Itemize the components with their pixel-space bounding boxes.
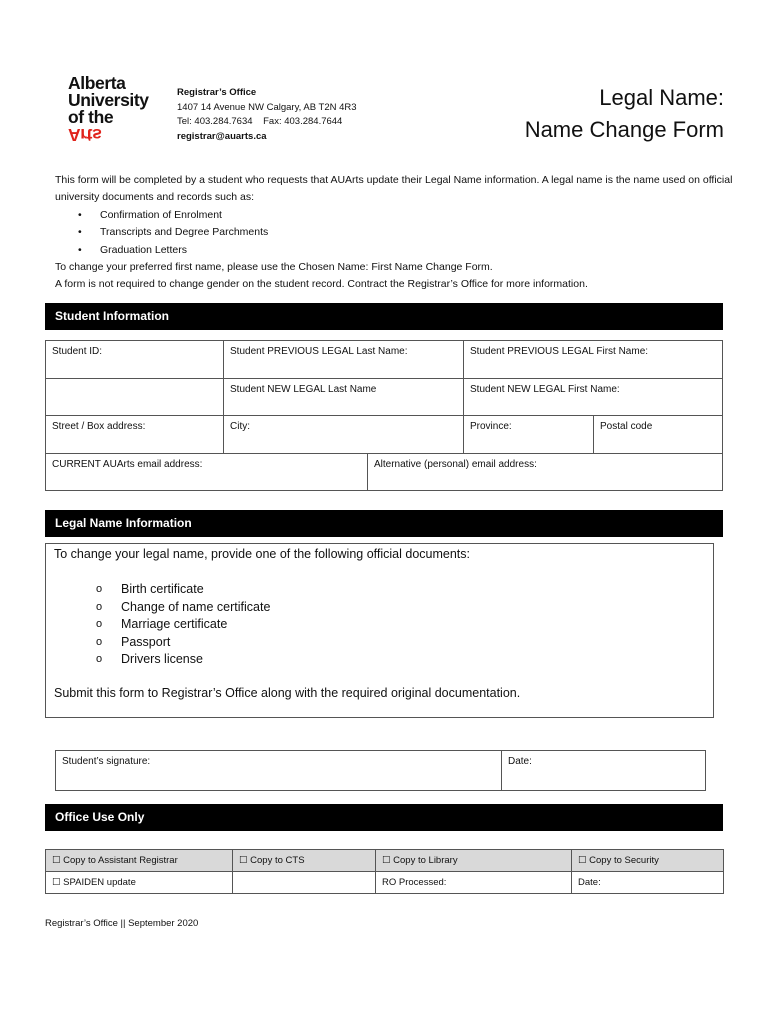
street-address-field[interactable]: Street / Box address:	[46, 416, 224, 454]
student-signature-field[interactable]: Student’s signature:	[56, 751, 502, 791]
alternative-email-field[interactable]: Alternative (personal) email address:	[368, 454, 723, 491]
student-info-table	[45, 340, 723, 454]
documents-list	[96, 581, 270, 669]
submit-instructions: Submit this form to Registrar’s Office along with the required original documentation.	[54, 686, 521, 700]
office-date-field[interactable]: Date:	[572, 872, 724, 894]
spaiden-update-checkbox[interactable]: ☐ SPAIDEN update	[46, 872, 233, 894]
logo-line-1: Alberta	[68, 73, 126, 93]
footer: Registrar’s Office || September 2020	[45, 918, 199, 929]
office-address: 1407 14 Avenue NW Calgary, AB T2N 4R3	[177, 101, 357, 113]
previous-first-name-field[interactable]: Student PREVIOUS LEGAL First Name:	[464, 341, 723, 379]
signature-date-field[interactable]: Date:	[502, 751, 706, 791]
list-item: o Drivers license	[96, 651, 270, 669]
postal-code-field[interactable]: Postal code	[594, 416, 723, 454]
copy-library-checkbox[interactable]: ☐ Copy to Library	[376, 850, 572, 872]
copy-security-checkbox[interactable]: ☐ Copy to Security	[572, 850, 724, 872]
office-use-table	[45, 849, 724, 894]
copy-assistant-registrar-checkbox[interactable]: ☐ Copy to Assistant Registrar	[46, 850, 233, 872]
student-id-field[interactable]: Student ID:	[46, 341, 224, 379]
previous-last-name-field[interactable]: Student PREVIOUS LEGAL Last Name:	[224, 341, 464, 379]
intro-bullet-list	[55, 207, 735, 259]
legal-name-heading: Legal Name Information	[45, 510, 723, 537]
list-item: o Birth certificate	[96, 581, 270, 599]
signature-table	[55, 750, 706, 791]
legal-name-lead: To change your legal name, provide one of the following official documents:	[54, 547, 470, 561]
list-item: • Confirmation of Enrolment	[100, 207, 735, 224]
logo-line-4: Arts	[68, 125, 102, 145]
logo-line-3: of the	[68, 107, 114, 127]
office-name: Registrar’s Office	[177, 87, 257, 98]
province-field[interactable]: Province:	[464, 416, 594, 454]
empty-cell	[46, 379, 224, 416]
intro-note-gender: A form is not required to change gender on the student record. Contract the Registrar’s Office for more information.	[55, 278, 588, 291]
copy-cts-checkbox[interactable]: ☐ Copy to CTS	[233, 850, 376, 872]
student-info-heading: Student Information	[45, 303, 723, 330]
list-item: • Graduation Letters	[100, 242, 735, 259]
intro-note-chosen-name: To change your preferred first name, please use the Chosen Name: First Name Change Form.	[55, 261, 493, 274]
office-fax: Fax: 403.284.7644	[263, 116, 343, 127]
form-title-line-2: Name Change Form	[524, 117, 724, 142]
empty-cell	[233, 872, 376, 894]
office-email[interactable]: registrar@auarts.ca	[177, 130, 267, 142]
intro-paragraph: This form will be completed by a student who requests that AUArts update their Legal Name information. A legal name is the name used on official university documents and records such as:	[55, 174, 733, 204]
form-title	[525, 82, 724, 146]
new-first-name-field[interactable]: Student NEW LEGAL First Name:	[464, 379, 723, 416]
office-contact-block	[177, 86, 357, 144]
new-last-name-field[interactable]: Student NEW LEGAL Last Name	[224, 379, 464, 416]
list-item: • Transcripts and Degree Parchments	[100, 224, 735, 241]
ro-processed-field[interactable]: RO Processed:	[376, 872, 572, 894]
list-item: o Passport	[96, 634, 270, 652]
logo-line-2: University	[68, 90, 149, 110]
legal-name-box	[45, 543, 714, 718]
list-item: o Change of name certificate	[96, 599, 270, 617]
form-title-line-1: Legal Name:	[599, 85, 724, 110]
email-table	[45, 453, 723, 491]
university-logo	[68, 75, 149, 143]
office-tel: Tel: 403.284.7634	[177, 116, 253, 127]
current-email-field[interactable]: CURRENT AUArts email address:	[46, 454, 368, 491]
city-field[interactable]: City:	[224, 416, 464, 454]
intro-text	[55, 172, 735, 294]
office-use-heading: Office Use Only	[45, 804, 723, 831]
list-item: o Marriage certificate	[96, 616, 270, 634]
